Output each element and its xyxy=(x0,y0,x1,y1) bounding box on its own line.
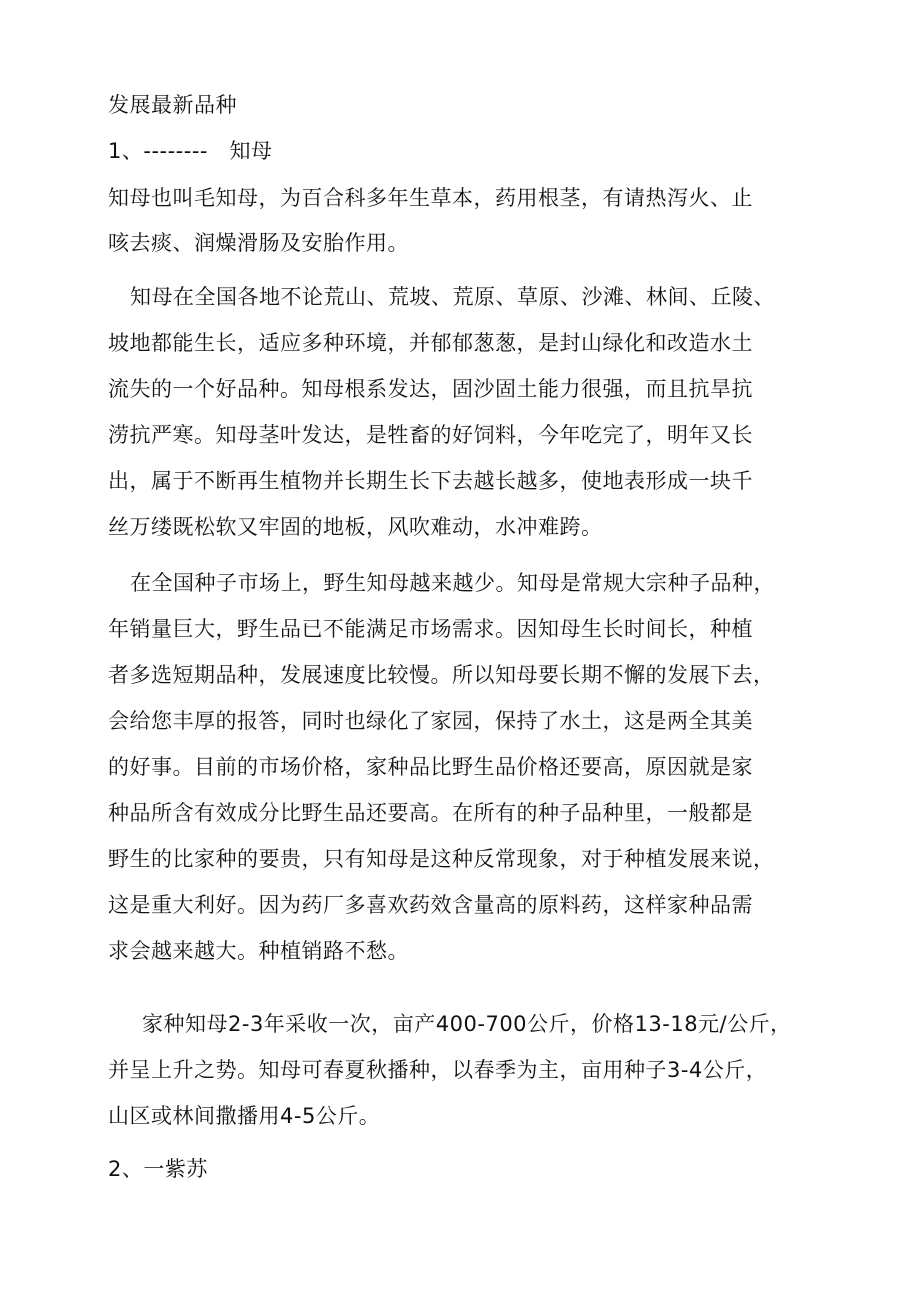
paragraph-line: 会给您丰厚的报答，同时也绿化了家园，保持了水土，这是两全其美 xyxy=(108,709,753,733)
paragraph-line: 年销量巨大，野生品已不能满足市场需求。因知母生长时间长，种植 xyxy=(108,617,753,641)
paragraph-line: 涝抗严寒。知母茎叶发达，是牲畜的好饲料，今年吃完了，明年又长 xyxy=(108,423,753,447)
paragraph-line: 咳去痰、润燥滑肠及安胎作用。 xyxy=(108,231,409,255)
paragraph-line: 坡地都能生长，适应多种环境，并郁郁葱葱，是封山绿化和改造水土 xyxy=(108,331,753,355)
section-heading-1: 1、-------- 知母 xyxy=(108,139,273,163)
paragraph-line: 在全国种子市场上，野生知母越来越少。知母是常规大宗种子品种， xyxy=(130,571,775,595)
paragraph-line: 丝万缕既松软又牢固的地板，风吹难动，水冲难跨。 xyxy=(108,515,603,539)
paragraph-line: 这是重大利好。因为药厂多喜欢药效含量高的原料药，这样家种品需 xyxy=(108,893,753,917)
paragraph-line: 者多选短期品种，发展速度比较慢。所以知母要长期不懈的发展下去， xyxy=(108,663,775,687)
paragraph-line: 流失的一个好品种。知母根系发达，固沙固土能力很强，而且抗旱抗 xyxy=(108,377,753,401)
paragraph-line: 求会越来越大。种植销路不愁。 xyxy=(108,939,409,963)
paragraph-line: 出，属于不断再生植物并长期生长下去越长越多，使地表形成一块千 xyxy=(108,469,753,493)
section-heading-2: 2、一紫苏 xyxy=(108,1157,208,1181)
document-title: 发展最新品种 xyxy=(108,93,237,117)
paragraph-line: 并呈上升之势。知母可春夏秋播种，以春季为主，亩用种子3-4公斤， xyxy=(108,1058,768,1082)
paragraph-line: 山区或林间撒播用4-5公斤。 xyxy=(108,1104,381,1128)
paragraph-line: 家种知母2-3年采收一次，亩产400-700公斤，价格13-18元/公斤， xyxy=(142,1012,792,1036)
paragraph-line: 的好事。目前的市场价格，家种品比野生品价格还要高，原因就是家 xyxy=(108,755,753,779)
paragraph-line: 种品所含有效成分比野生品还要高。在所有的种子品种里，一般都是 xyxy=(108,801,753,825)
paragraph-line: 知母在全国各地不论荒山、荒坡、荒原、草原、沙滩、林间、丘陵、 xyxy=(130,285,775,309)
paragraph-line: 知母也叫毛知母，为百合科多年生草本，药用根茎，有请热泻火、止 xyxy=(108,186,753,210)
paragraph-line: 野生的比家种的要贵，只有知母是这种反常现象，对于种植发展来说， xyxy=(108,847,775,871)
